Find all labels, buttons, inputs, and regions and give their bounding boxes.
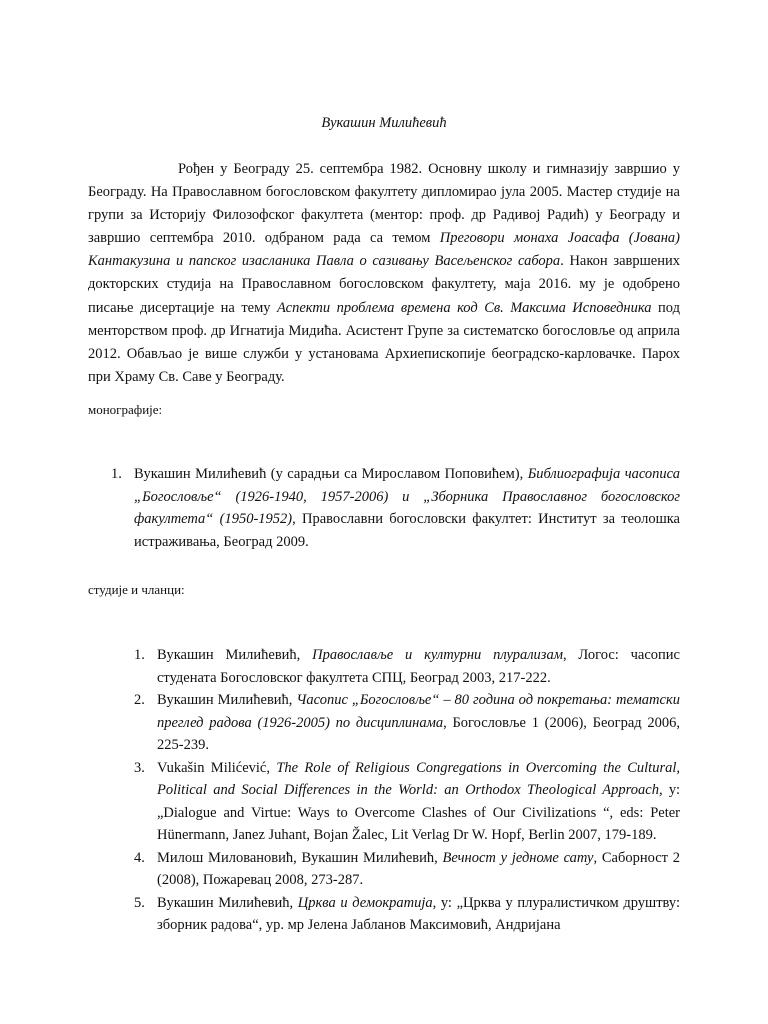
item-author: Вукашин Милићевић, xyxy=(157,894,298,911)
monographs-heading: монографије: xyxy=(88,402,163,417)
bio-text-2: . Након завршених докторских студија на Православном богословском факултету, маја 2016. му је одобрено писање дисертације на тему xyxy=(88,253,680,316)
item-title: Црква и демократија xyxy=(297,894,433,911)
item-publication: у: „Dialogue and Virtue: Ways to Overcome Clashes of Our Civilizations “, eds: Peter Hünermann, Janez Juhant, Bojan Žalec, Lit Verlag Dr W. Hopf, Berlin 2007, 179-189. xyxy=(157,782,681,843)
list-item xyxy=(134,689,680,757)
item-publication: , Православни богословски факултет: Институт за теолошка истраживања, Београд 2009. xyxy=(134,511,680,550)
list-item xyxy=(134,847,680,892)
item-number: 2. xyxy=(134,692,145,708)
articles-heading: студије и чланци: xyxy=(88,582,185,597)
item-number: 3. xyxy=(134,759,145,776)
item-title: Библиографија часописа „Богословље“ (1926-1940, 1957-2006) и „Зборника Православног богословског факултета“ (1950-1952) xyxy=(134,466,680,527)
item-author: Вукашин Милићевић (у сарадњи са Мирославом Поповићем), xyxy=(134,466,528,482)
item-title: The Role of Religious Congregations in Overcoming the Cultural, Political and Social Differences in the World: an Orthodox Theological Approach, xyxy=(157,759,681,798)
articles-list xyxy=(134,644,681,937)
monographs-list xyxy=(111,463,680,553)
item-author: Вукашин Милићевић, xyxy=(157,647,313,663)
item-publication: , Богословље 1 (2006), Београд 2006, 225-239. xyxy=(157,714,680,753)
list-item xyxy=(134,892,680,937)
item-publication: , у: „Црква у плуралистичком друштву: зборник радова“, ур. мр Јелена Јабланов Максимовић, Андријана xyxy=(157,894,680,933)
bio-text-3: под менторством проф. др Игнатија Мидића. Асистент Групе за систематско богословље од априла 2012. Обављао је више служби у установама Архиепископије београдско-карловачке. Парох при Храму Св. Саве у Београду. xyxy=(88,299,681,385)
item-author: Вукашин Милићевић, xyxy=(157,692,297,708)
item-title: Вечност у једноме сату xyxy=(442,849,594,866)
item-title: Православље и културни плурализам xyxy=(312,647,563,663)
author-title: Вукашин Милићевић xyxy=(321,115,447,131)
item-title: Часопис „Богословље“ – 80 година од покретања: тематски преглед радова (1926-2005) по дисциплинама xyxy=(157,692,680,731)
biography-paragraph xyxy=(88,158,680,389)
item-publication: , Логос: часопис студената Богословског факултета СПЦ, Београд 2003, 217-222. xyxy=(157,647,680,686)
item-number: 4. xyxy=(134,849,145,866)
item-number: 1. xyxy=(111,466,122,482)
item-author: Милош Миловановић, Вукашин Милићевић, xyxy=(157,849,443,866)
item-publication: , Саборност 2 (2008), Пожаревац 2008, 273-287. xyxy=(157,849,680,888)
thesis-title: Преговори монаха Јоасафа (Јована) Кантакузина и папског изасланика Павла о сазивању Васељенског сабора xyxy=(88,230,680,270)
bio-text-1: Рођен у Београду 25. септембра 1982. Основну школу и гимназију завршио у Београду. На Православном богословском факултету дипломирао јула 2005. Мастер студије на групи за Историју Филозофског факултета (ментор: проф. др Радивој Радић) у Београду и завршио септембра 2010. одбраном рада са темом xyxy=(88,161,680,247)
list-item xyxy=(134,644,680,689)
item-number: 1. xyxy=(134,647,145,663)
item-author: Vukašin Milićević, xyxy=(157,759,277,776)
list-item xyxy=(134,757,681,847)
list-item xyxy=(111,463,680,553)
item-number: 5. xyxy=(134,894,145,911)
dissertation-title: Аспекти проблема времена код Св. Максима Исповедника xyxy=(277,299,652,316)
